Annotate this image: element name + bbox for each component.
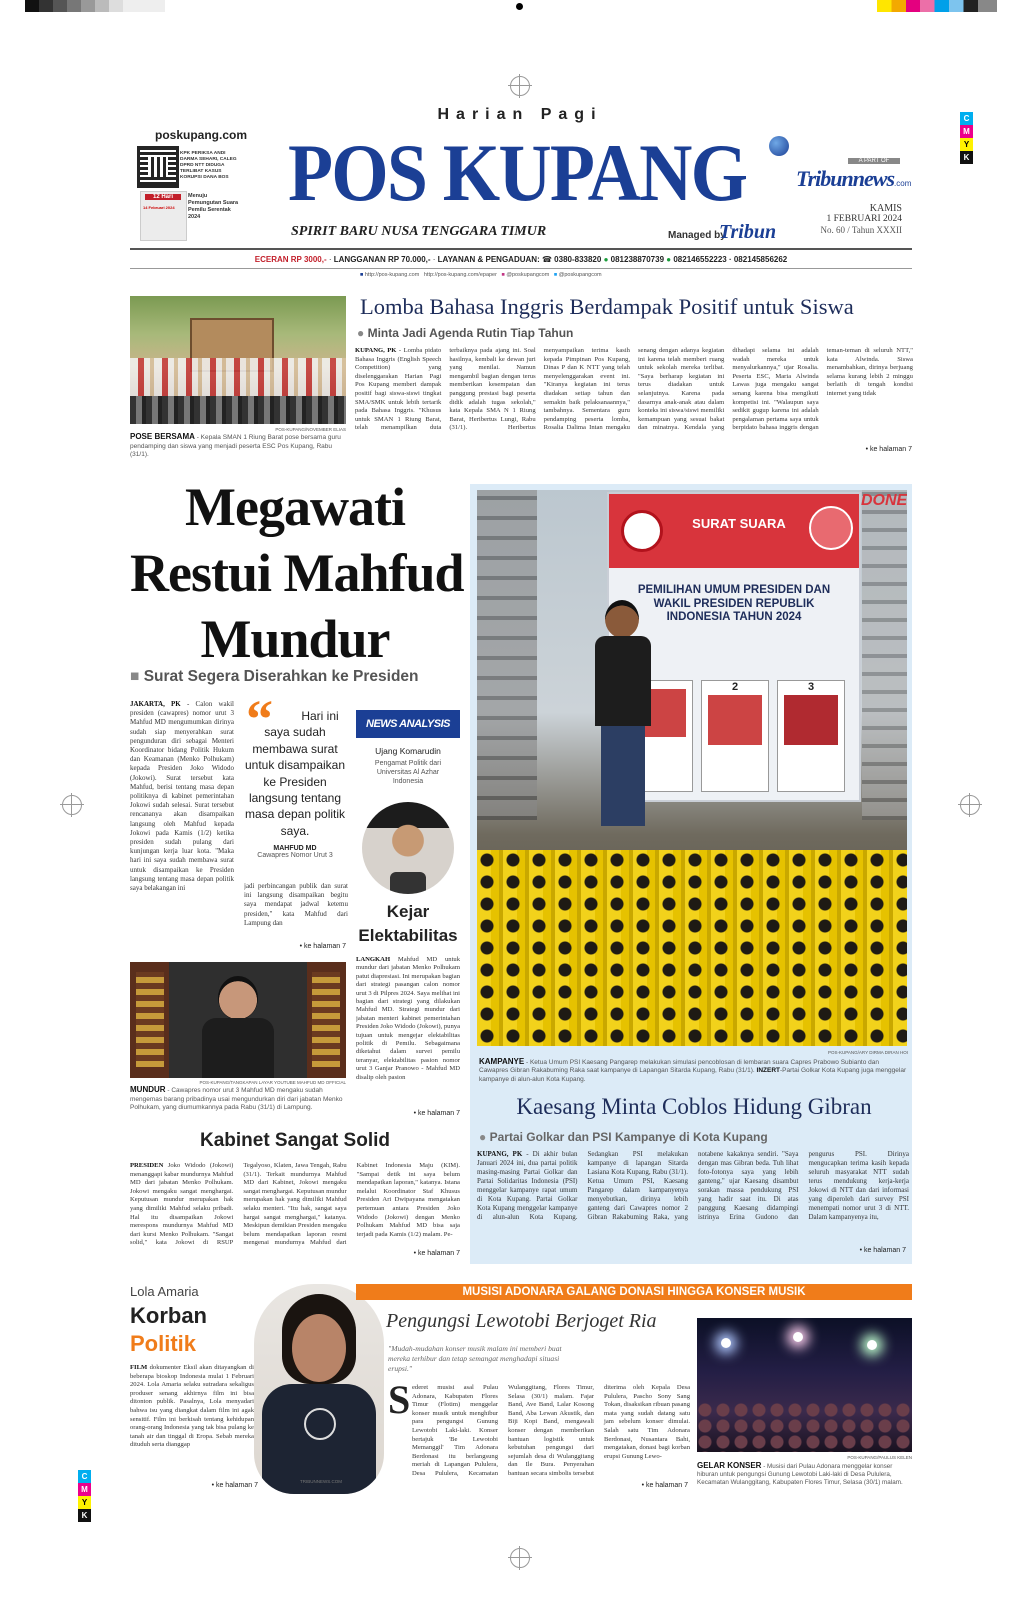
cmyk-k: K [78,1509,91,1522]
lola-continued[interactable]: • ke halaman 7 [211,1482,258,1489]
kabinet-body-text: Joko Widodo (Jokowi) menanggapi kabar mundurnya Mahfud MD dari jabatan Menko Polhukam. Jokowi mengaku sangat menghargai. Keputusan mundur merupakan hak yang dimiliki Mahfud selaku pribadi. Hal itu disampaikan Jokowi merespons mundurnya Mahfud MD dari kursi Menko Polhukam. "Sangat solid," kata Jokowi di RSUP Tegalyoso, Klaten, Jawa Tengah, Rabu (31/1). Terkait mundurnya Mahfud MD dari Kabinet, Jokowi mengaku sangat menghargai. Keputusan mundur merupakan hak yang dimiliki Mahfud selaku menteri. "Itu hak, sangat saya hargai sangat menghargai," katanya. Meskipun demikian Presiden mengaku belum mendapatkan laporan resmi mengenai mundurnya Mahfud dari Kabinet Indonesia Maju (KIM). "Sampai detik ini saya belum mendapatkan laporan," katanya. Istana melalui Koordinator Staf Khusus Presiden Ari Dwipayana mengatakan pertemuan antara Presiden Joko Widodo (Jokowi) dengan Menko Polhukam Mahfud MD bisa saja terjadi pada Kamis (1/2) malam. Pe- [130,1162,460,1247]
phone-office[interactable]: 0380-833820 [554,255,602,264]
story1-body-text: - Lomba pidato Bahasa Inggris (English Speech Competition) yang diselenggarakan Harian Pagi Pos Kupang memberi dampak positif bagi siswa-siswi tingkat SMA/SMK untuk lebih tertarik pada Bahasa Inggris. "Khusus untuk SMAN 1 Riung Barat, telah menampilkan duta terbaiknya pada ajang ini. Soal hasilnya, kembali ke dewan juri yang menilai. Namun mengambil bagian dengan terus memberikan kesempatan dan panggung prestasi bagi peserta didik adalah tugas sekolah," kata Kepala SMA N 1 Riung Barat, Heribertus Lungi, Rabu (31/1). Heribertus menyampaikan terima kasih kepada Pimpinan Pos Kupang, Dinas P dan K NTT yang telah menyelenggarakan event ini. "Kiranya kegiatan ini terus diadakan setiap tahun dan semakin baik pelaksanaannya," tambahnya. Sementara guru pendamping peserta lomba, Rosalia Dalima Intan mengaku senang dengan adanya kegiatan ini karena telah memberi ruang untuk sekolah mereka terlibat. "Saya berharap kegiatan ini terus diadakan untuk selanjutnya. Karena pada dasarnya anak-anak atau dalam konteks ini siswa/siswi memiliki kemampuan yang sesuai bakat dan minatnya. Kendala yang dihadapi selama ini adalah wadah mereka untuk menyalurkannya," ujar Rosalia. Peserta ESC, Maria Alwinda Lawas juga mengaku sangat senang karena bisa mengikuti kompetisi ini. "Walaupun saya sedikit gugup karena ini adalah pengalaman pertama saya untuk berpidato bahasa inggris dengan teman-teman di seluruh NTT," kata Alwinda. Siswa menambahkan, dirinya berjuang selama kurang lebih 2 minggu berlatih di tengah kondisi internet yang tidak [355,347,913,432]
students-caption [130,433,346,460]
campaign-bullet-icon: ● [479,1130,487,1144]
adonara-body [412,1384,690,1488]
lead-headline[interactable] [130,474,464,672]
crosshair-bottom [510,1548,530,1568]
adonara-headline[interactable]: Pengungsi Lewotobi Berjoget Ria [386,1310,657,1332]
story1-headline[interactable]: Lomba Bahasa Inggris Berdampak Positif untuk Siswa [360,294,854,319]
social-web[interactable]: http://pos-kupang.com [364,272,420,278]
kabinet-continued[interactable]: • ke halaman 7 [413,1250,460,1257]
story1-continued[interactable]: • ke halaman 7 [865,446,912,453]
whatsapp-icon: ● [603,255,609,264]
analysis-title [350,900,466,948]
issue-date: 1 FEBRUARI 2024 [826,214,902,224]
lola-title-l2: Politik [130,1331,197,1356]
square-bullet-icon: ■ [130,668,140,685]
campaign-subhead-text: Partai Golkar dan PSI Kampanye di Kota Kupang [489,1130,768,1144]
lead-pullquote [244,689,346,860]
tribun-logo: Tribun [719,221,777,243]
cmyk-strip-right [960,112,973,164]
analysis-continued[interactable]: • ke halaman 7 [413,1110,460,1117]
lead-headline-l2: Restui Mahfud [130,543,464,603]
pullquote-text: Hari ini saya sudah membawa surat untuk disampaikan ke Presiden langsung tentang masa depan politik saya. [244,709,346,838]
campaign-body [477,1150,909,1246]
cmyk-m: M [960,125,973,138]
tribunnews-suffix: .com [894,179,912,188]
students-photo [130,296,346,424]
news-analysis-label: NEWS ANALYSIS [366,718,450,730]
ballot-title: PEMILIHAN UMUM PRESIDEN DAN WAKIL PRESIDEN REPUBLIK INDONESIA TAHUN 2024 [637,584,831,623]
info-bar: ECERAN RP 3000,- · LANGGANAN RP 70.000,- · LAYANAN & PENGADUAN: ☎ 0380-833820 ● 081238870739 ● 082146552223 · 082145856262 [130,252,912,269]
website-label[interactable]: poskupang.com [155,128,248,142]
campaign-continued[interactable]: • ke halaman 7 [859,1247,906,1254]
campaign-caption-text2: -Partai Golkar Kota Kupang juga menggelar kampanye di alun-alun Kota Kupang. [479,1067,907,1083]
masthead-tagline: SPIRIT BARU NUSA TENGGARA TIMUR [291,224,547,239]
campaign-photo-credit: POS-KUPANG/ARY DIRMA DIRAN HOI [827,1050,908,1055]
kabinet-headline[interactable]: Kabinet Sangat Solid [199,1130,391,1151]
social-twitter[interactable]: @poskupangcom [558,272,602,278]
lola-name: Lola Amaria [130,1284,199,1299]
masthead-rule [130,248,912,250]
pullquote-role: Cawapres Nomor Urut 3 [257,852,333,860]
concert-caption [697,1462,912,1488]
instagram-icon: ■ [501,272,505,278]
mahfud-caption [130,1086,346,1113]
kabinet-lead-word: PRESIDEN [130,1162,164,1169]
cmyk-k: K [960,151,973,164]
mahfud-caption-text: - Cawapres nomor urut 3 Mahfud MD mengaku sudah mengemas barang pribadinya usai mengundurkan diri dari jabatan Menko Polhukam, yang diumumkannya pada Rabu (31/1) di Lampung. [130,1087,343,1111]
concert-caption-label: GELAR KONSER [697,1461,762,1470]
twitter-icon: ■ [553,272,558,278]
qr-caption: KPK PERIKSA ANDI DARMA SEHARI, CALEG DPRD NTT DIDUGA TERLIBAT KASUS KORUPSI DANA BOS [180,151,237,180]
cmyk-m: M [78,1483,91,1496]
top-right-color-bar [877,0,997,12]
story1-body [355,347,913,443]
lead-subhead-text: Surat Segera Diserahkan ke Presiden [143,668,419,685]
issue-day: KAMIS [869,203,902,214]
lead-continued[interactable]: • ke halaman 7 [299,943,346,950]
retail-price: ECERAN RP 3000,- [254,255,327,264]
lead-body-col1 [130,700,234,944]
ballot-number-3: 3 [807,681,815,693]
story1-dateline: KUPANG, PK [355,347,397,354]
analyst-role: Pengamat Politik dari Universitas Al Azhar Indonesia [374,760,442,785]
campaign-body-text: - Di akhir bulan Januari 2024 ini, dua partai politik masing-masing Partai Golkar dan Partai Solidaritas Indonesia (PSI) menggelar kampanye rapat umum di Kota Kupang. Partai Golkar Kota Kupang menggelar kampanye di alun-alun Kota Kupang. Sedangkan PSI melakukan kampanye di lapangan Sitarda Lasiana Kota Kupang, Rabu (31/1). Ketua Umum PSI, Kaesang Pangarep dalam kampanyenya menyebutkan, dirinya lebih ganteng dari Cawapres nomor 2 Gibran Rakabuming Raka, yang notabene kakaknya sendiri. "Saya dengan mas Gibran beda. Tuh lihat foto-fotonya saya yang lebih ganteng," ujar Kaesang disambut sorakan massa pendukung PSI yang hadir saat itu. Di atas panggung Kaesang didampingi istrinya Erina Gudono dan pengurus PSI. Dirinya mengucapkan terima kasih kepada seluruh masyarakat NTT sudah terus mendukung kerja-kerja Jokowi di NTT dan dari informasi yang diperoleh dari survey PSI menempati nomor urut 3 di NTT. Dalam kampanyenya itu, [477,1150,909,1221]
subscription-price: LANGGANAN RP 70.000,- [333,255,431,264]
mahfud-photo [130,962,346,1078]
campaign-headline[interactable]: Kaesang Minta Coblos Hidung Gibran [516,1094,872,1119]
issue-number: No. 60 / Tahun XXXII [820,225,902,235]
cmyk-strip-left [78,1470,91,1522]
social-instagram[interactable]: @poskupangcom [506,272,550,278]
masthead-kicker: Harian Pagi [437,106,603,123]
cmyk-y: Y [960,138,973,151]
campaign-subhead [479,1130,768,1144]
ballot-label: SURAT SUARA [692,516,786,531]
lola-title[interactable] [130,1302,207,1358]
concert-caption-text: - Musisi dari Pulau Adonara menggelar konser hiburan untuk pengungsi Gunung Lewotobi Laki-laki di Desa Pululera, Kecamatan Wulanggitang, Kabupaten Flores Timur, Selasa (30/1) malam. [697,1463,903,1487]
lola-title-l1: Korban [130,1303,207,1328]
analysis-title-l1: Kejar [386,902,430,921]
promo-text: Menuju Pemungutan Suara Pemilu Serentak 2024 [188,193,239,220]
globe-icon [769,136,789,156]
phone-others[interactable]: 082146552223 · 082145856262 [673,255,788,264]
adonara-pullquote: "Mudah-mudahan konser musik malam ini memberi buat mereka terhibur dan tetap semangat menghadapi situasi erupsi." [388,1344,562,1373]
cmyk-y: Y [78,1496,91,1509]
registration-dot [516,3,523,10]
ballot-done-text: DONE [861,492,907,509]
phone-wa[interactable]: 081238870739 [610,255,665,264]
adonara-continued[interactable]: • ke halaman 7 [641,1482,688,1489]
news-analysis-badge [356,710,460,738]
analysis-body [356,956,460,1106]
masthead-title: POS KUPANG [288,127,747,218]
analyst-portrait [362,802,454,894]
lead-headline-l1: Megawati [185,477,405,537]
campaign-caption-label: KAMPANYE [479,1057,525,1066]
campaign-photo [477,490,907,1046]
tribunnews-text: Tribunnews [796,166,895,191]
lola-body-text: dokumenter Eksil akan ditayangkan di beberapa bioskop Indonesia mulai 1 Februari 2024. Lola Amaria selaku sutradara sekaligus produser senang akhirnya film ini bisa ditonton publik. Pasalnya, Lola menyadari bahwa isu yang diangkat dalam film ini agak sensitif. Film ini berkisah tentang kehidupan orang-orang Indonesia yang tak bisa pulang ke tanah air dan tinggal di Eropa. Sebab mereka dituduh serta dianggap [130,1364,254,1449]
ballot-number-2: 2 [731,681,739,693]
election-promo [140,191,240,239]
campaign-caption-text: - Ketua Umum PSI Kaesang Pangarep melakukan simulasi pencoblosan di lembaran suara Capres Prabowo Subianto dan Cawapres Gibran Rakabuming Raka saat kampanye di Lapangan Sitarda Kupang, Rabu (31/1). [479,1059,880,1075]
lead-body-col2: jadi perbincangan publik dan surat ini langsung disampaikan begitu saya mendapat jadwal ketemu presiden," kata Mahfud dari Lampung dan [244,882,348,927]
campaign-dateline: KUPANG, PK [477,1150,523,1158]
campaign-caption-label2: INZERT [756,1067,780,1075]
concert-photo [697,1318,912,1452]
kabinet-body [130,1162,460,1258]
caption-text: - Kepala SMAN 1 Riung Barat pose bersama guru pendamping dan siswa yang menjadi peserta ESC Pos Kupang, Rabu (31/1). [130,434,341,458]
mahfud-photo-credit: POS-KUPANG/TANGKAPAN LAYAR YOUTUBE MAHFUD MD OFFICIAL [199,1080,346,1085]
pullquote-name: MAHFUD MD [273,845,317,853]
analysis-lead-word: LANGKAH [356,956,391,963]
lead-body-text: - Calon wakil presiden (cawapres) nomor urut 3 Mahfud MD mengumumkan dirinya sudah siap menyerahkan surat pengunduran diri sebagai Menteri Koordinator bidang Politik Hukum dan Keamanan (Menko Polhukam) kepada Presiden Joko Widodo (Jokowi). Surat tersebut kata Mahfud, berisi tentang masa depan politiknya di kabinet pemerintahan Jokowi sudah selesai. Surat tersebut rencananya akan disampaikan langsung oleh Mahfud kepada Jokowi pada Kamis (1/2) ketika presiden sudah pulang dari kunjungan kerja luar kota. "Maka hari ini saya sudah membawa surat untuk disampaikan ke Presiden langsung tentang masa depan politik saya belakangan ini [130,700,234,893]
part-of-label: A PART OF [848,158,900,164]
adonara-dropcap: S [388,1377,411,1422]
crosshair-left [62,795,82,815]
adonara-body-text: ederet musisi asal Pulau Adonara, Kabupaten Flores Timur (Flotim) menggelar konser musik untuk menghibur para pengungsi Gunung Lewotobi Laki-laki. Konser bertajuk 'Be Lewotobi Memanggil' Tim Adonara Berdonasi itu berlangsung meriah di Lapangan Pululera, Desa Pululera, Kecamatan Wulanggitang, Flores Timur, Selasa (30/1) malam. Fajar Band, Ave Band, Lalar Kosong Band, Aba Lewan Akustik, dan Biji Kopi Band, mengawali konser dengan memberikan bantuan logistik untuk kebutuhan pengungsi dari sejumlah desa di Wulanggitang dan Ile Bura. Penyerahan bantuan secara simbolis tersebut diterima oleh Kepala Desa Pululera, Pascho Sony Sang Tokan, disaksikan ribuan pasang mata yang sudah datang satu jam sebelum konser dimulai. Salah satu Tim Adonara Berdonasi, Nusantara Bahi, mengatakan, donasi bagi korban erupsi Gunung Lewo- [412,1384,690,1477]
lola-portrait [254,1284,384,1494]
caption-label: POSE BERSAMA [130,432,195,441]
analysis-body-text: Mahfud MD untuk mundur dari jabatan Menko Polhukam patut diapresiasi. Ini merupakan bagian dari strategi pasangan calon nomor urut 3 di Pilpres 2024. Saya melihat ini bagian dari strategi yang dilakukan Mahfud MD. Strategi mundur dari jabatan menteri kabinet pemerintahan Presiden Joko Widodo (Jokowi), punya tujuan untuk mengejar elektabilitas politik di Pemilu. Sebagaimana diketahui dalam survei pemilu teranyar, elektabilitas pasion nomor urut 3 Ganjar Pranowo - Mahfud MD disalip oleh pasion [356,956,460,1081]
students-photo-credit: POS-KUPANG/NOVEMBER ELIAS [275,427,346,432]
lola-body [130,1364,254,1476]
phone-icon: ☎ [541,255,552,264]
managed-by-label: Managed by [668,230,726,241]
lola-photo-credit: TRIBUNNEWS.COM [300,1479,342,1484]
lead-dateline: JAKARTA, PK [130,700,181,708]
whatsapp-icon-2: ● [666,255,672,264]
story1-subhead-text: Minta Jadi Agenda Rutin Tiap Tahun [367,326,574,340]
top-left-grayscale-bar [25,0,165,12]
service-label: LAYANAN & PENGADUAN: [437,255,540,264]
quote-mark-icon: “ [246,689,273,749]
analysis-title-l2: Elektabilitas [358,926,458,945]
mahfud-caption-label: MUNDUR [130,1085,166,1094]
web-icon: ■ [360,272,364,278]
qr-code[interactable] [140,149,176,185]
lola-lead-word: FILM [130,1364,148,1371]
lead-headline-l3: Mundur [200,609,390,669]
adonara-banner: MUSISI ADONARA GALANG DONASI HINGGA KONSER MUSIK [356,1284,912,1300]
epaper-link[interactable]: http://pos-kupang.com/epaper [423,272,497,278]
crosshair-top [510,76,530,96]
concert-photo-credit: POS-KUPANG/PAULUS KELEN [847,1455,912,1460]
bullet-icon: ● [357,326,365,340]
tribunnews-logo [796,166,912,196]
social-bar [360,272,690,278]
story1-subhead [357,326,573,340]
analyst-name: Ujang Komarudin [375,746,441,756]
crosshair-right [960,795,980,815]
promo-days: 12 Hari [145,194,181,200]
lead-subhead [130,668,460,686]
cmyk-c: C [960,112,973,125]
cmyk-c: C [78,1470,91,1483]
campaign-caption [479,1058,909,1084]
promo-date: 14 Februari 2024 [143,205,175,210]
